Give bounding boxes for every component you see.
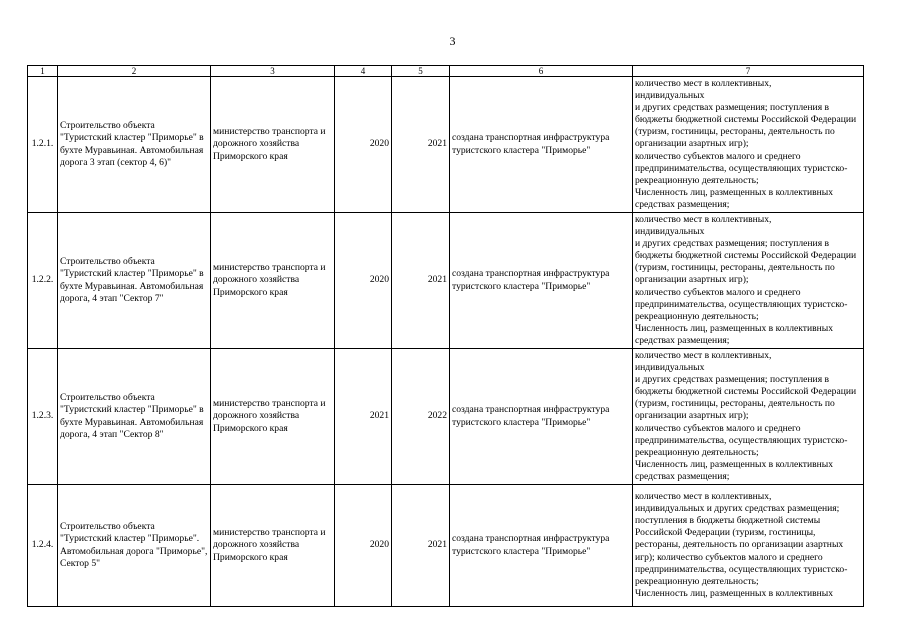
measures-table — [27, 65, 864, 607]
col-header-7: 7 — [633, 66, 864, 77]
row-number: 1.2.3. — [28, 349, 58, 485]
end-year: 2021 — [392, 213, 450, 349]
table-row — [28, 213, 864, 349]
end-year: 2022 — [392, 349, 450, 485]
executor: министерство транспорта и дорожного хозяйства Приморского края — [211, 77, 335, 213]
page-number: 3 — [449, 34, 456, 48]
col-header-1: 1 — [28, 66, 58, 77]
col-header-5: 5 — [392, 66, 450, 77]
expected-result: создана транспортная инфраструктура туристского кластера "Приморье" — [450, 349, 633, 485]
indicators-cell — [633, 213, 864, 349]
executor: министерство транспорта и дорожного хозяйства Приморского края — [211, 485, 335, 607]
col-header-6: 6 — [450, 66, 633, 77]
col-header-3: 3 — [211, 66, 335, 77]
start-year: 2021 — [335, 349, 392, 485]
indicators-cell — [633, 349, 864, 485]
start-year: 2020 — [335, 77, 392, 213]
expected-result: создана транспортная инфраструктура туристского кластера "Приморье" — [450, 485, 633, 607]
executor: министерство транспорта и дорожного хозяйства Приморского края — [211, 349, 335, 485]
row-number: 1.2.1. — [28, 77, 58, 213]
indicators: количество мест в коллективных, индивидуальных и других средствах размещения; поступления в бюджеты бюджетной системы Российской Федерации (туризм, гостиницы, рестораны, деятельность по организации азартных игр); количество субъектов малого и среднего предпринимательства, осуществляющих туристско-рекреационную деятельность; Численность лиц, размещенных в коллективных средствах размещения; — [635, 349, 857, 482]
table-row — [28, 485, 864, 607]
indicators: количество мест в коллективных, индивидуальных и других средствах размещения; поступления в бюджеты бюджетной системы Российской Федерации (туризм, гостиницы, рестораны, деятельность по организации азартных игр); количество субъектов малого и среднего предпринимательства, осуществляющих туристско-рекреационную деятельность; Численность лиц, размещенных в коллективных средствах размещения; — [635, 213, 857, 346]
start-year: 2020 — [335, 485, 392, 607]
end-year: 2021 — [392, 485, 450, 607]
indicators: количество мест в коллективных, индивидуальных и других средствах размещения; поступления в бюджеты бюджетной системы Российской Федерации (туризм, гостиницы, рестораны, деятельность по организации азартных игр); количество субъектов малого и среднего предпринимательства, осуществляющих туристско-рекреационную деятельность; Численность лиц, размещенных в коллективных средствах размещения; — [635, 77, 857, 210]
col-header-2: 2 — [58, 66, 211, 77]
table-row — [28, 77, 864, 213]
col-header-4: 4 — [335, 66, 392, 77]
table-row — [28, 349, 864, 485]
object-name: Строительство объекта "Туристский кластер "Приморье" в бухте Муравьиная. Автомобильная дорога, 4 этап "Сектор 8" — [58, 349, 211, 485]
indicators: количество мест в коллективных, индивидуальных и других средствах размещения; поступления в бюджеты бюджетной системы Российской Федерации (туризм, гостиницы, рестораны, деятельность по организации азартных игр); количество субъектов малого и среднего предпринимательства, осуществляющих туристско-рекреационную деятельность; Численность лиц, размещенных в коллективных — [635, 491, 848, 599]
indicators-cell — [633, 77, 864, 213]
object-name: Строительство объекта "Туристский кластер "Приморье" в бухте Муравьиная. Автомобильная дорога 3 этап (сектор 4, 6)" — [58, 77, 211, 213]
start-year: 2020 — [335, 213, 392, 349]
row-number: 1.2.4. — [28, 485, 58, 607]
end-year: 2021 — [392, 77, 450, 213]
object-name: Строительство объекта "Туристский кластер "Приморье". Автомобильная дорога "Приморье", Сектор 5" — [58, 485, 211, 607]
object-name: Строительство объекта "Туристский кластер "Приморье" в бухте Муравьиная. Автомобильная дорога, 4 этап "Сектор 7" — [58, 213, 211, 349]
row-number: 1.2.2. — [28, 213, 58, 349]
expected-result: создана транспортная инфраструктура туристского кластера "Приморье" — [450, 213, 633, 349]
expected-result: создана транспортная инфраструктура туристского кластера "Приморье" — [450, 77, 633, 213]
executor: министерство транспорта и дорожного хозяйства Приморского края — [211, 213, 335, 349]
column-number-header — [28, 66, 864, 77]
indicators-cell — [633, 485, 864, 607]
